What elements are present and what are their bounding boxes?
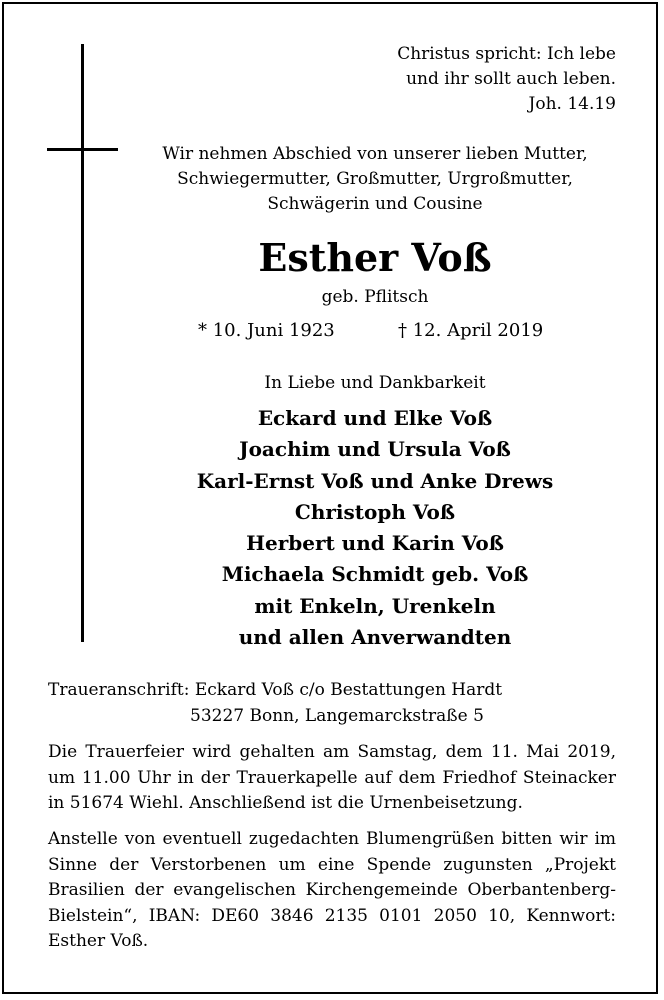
death-date: † 12. April 2019 <box>398 320 544 341</box>
deceased-name: Esther Voß <box>258 235 492 280</box>
paragraph-line: Bielstein“, IBAN: DE60 3846 2135 0101 2050 10, Kennwort: <box>48 905 616 926</box>
mourner-entry: Michaela Schmidt geb. Voß <box>221 562 529 587</box>
paragraph-line: Die Trauerfeier wird gehalten am Samstag, dem 11. Mai 2019, <box>48 742 616 762</box>
intro-line: Schwägerin und Cousine <box>267 194 483 214</box>
paragraph-line: in 51674 Wiehl. Anschließend ist die Urnenbeisetzung. <box>48 793 523 813</box>
intro-line: Schwiegermutter, Großmutter, Urgroßmutter, <box>177 169 573 189</box>
birth-date: * 10. Juni 1923 <box>198 320 335 341</box>
intro-line: Wir nehmen Abschied von unserer lieben Mutter, <box>162 144 588 164</box>
mourner-entry: und allen Anverwandten <box>238 625 512 650</box>
mourners-list <box>140 403 610 653</box>
bible-verse <box>397 42 616 117</box>
cross-icon-vertical-bar <box>81 44 84 642</box>
mourning-address <box>48 678 502 729</box>
mourner-entry: Eckard und Elke Voß <box>257 406 493 430</box>
address-line: Traueranschrift: Eckard Voß c/o Bestattungen Hardt <box>48 680 503 700</box>
paragraph-line: Esther Voß. <box>48 931 149 951</box>
verse-line: Christus spricht: Ich lebe <box>397 44 616 64</box>
maiden-name: geb. Pflitsch <box>321 287 429 307</box>
dedication-line: In Liebe und Dankbarkeit <box>264 373 486 393</box>
cross-icon-horizontal-bar <box>47 148 118 151</box>
paragraph-line: Brasilien der evangelischen Kirchengemeinde Oberbantenberg- <box>48 880 616 900</box>
paragraph-line: Sinne der Verstorbenen um eine Spende zugunsten „Projekt <box>48 854 616 875</box>
mourner-entry: Joachim und Ursula Voß <box>239 437 511 462</box>
farewell-intro <box>140 142 610 217</box>
mourner-entry: Karl-Ernst Voß und Anke Drews <box>196 468 554 493</box>
verse-reference: Joh. 14.19 <box>528 94 616 114</box>
mourner-entry: Herbert und Karin Voß <box>246 531 504 556</box>
verse-line: und ihr sollt auch leben. <box>406 69 616 89</box>
address-line: 53227 Bonn, Langemarckstraße 5 <box>190 705 484 726</box>
paragraph-line: Anstelle von eventuell zugedachten Blumengrüßen bitten wir im <box>48 829 616 849</box>
ceremony-paragraph <box>48 740 616 817</box>
mourner-entry: mit Enkeln, Urenkeln <box>254 593 496 618</box>
donation-paragraph <box>48 827 616 955</box>
paragraph-line: um 11.00 Uhr in der Trauerkapelle auf dem Friedhof Steinacker <box>48 767 616 788</box>
mourner-entry: Christoph Voß <box>294 499 456 524</box>
